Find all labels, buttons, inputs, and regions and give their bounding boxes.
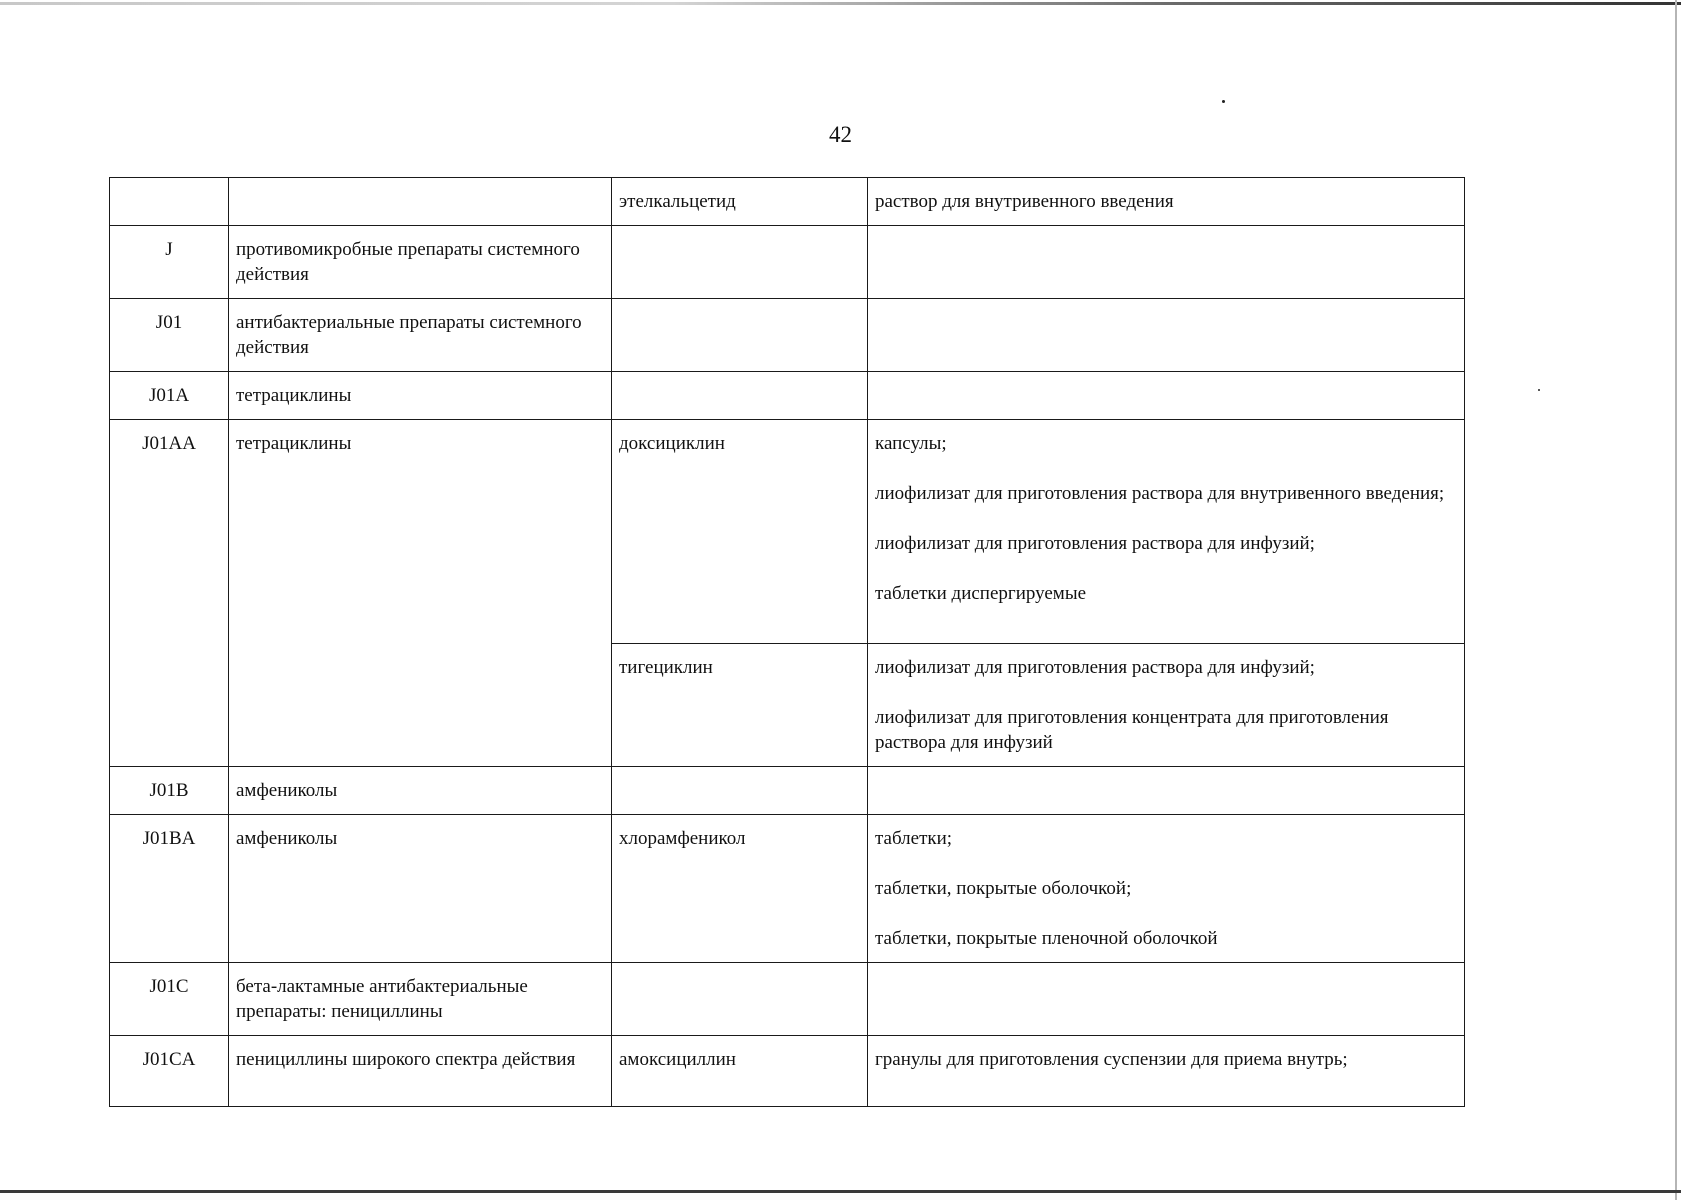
dosage-form: лиофилизат для приготовления раствора для инфузий; [875, 533, 1315, 554]
drug-cell [612, 963, 868, 1036]
dosage-form: лиофилизат для приготовления концентрата для приготовления раствора для инфузий [875, 707, 1389, 753]
atc-code-cell: J [110, 226, 229, 299]
drug-cell [612, 226, 868, 299]
page-number: 42 [829, 122, 852, 147]
table-row [110, 226, 1465, 299]
table-row [110, 767, 1465, 815]
drug-cell: этелкальцетид [612, 178, 868, 226]
scan-right-edge [1675, 0, 1677, 1200]
drug-cell: амоксициллин [612, 1036, 868, 1107]
dosage-forms-cell [868, 372, 1465, 420]
atc-code-cell: J01C [110, 963, 229, 1036]
atc-code-cell: J01AA [110, 420, 229, 767]
group-cell: амфениколы [229, 767, 612, 815]
dosage-form: таблетки; [875, 828, 953, 849]
scan-top-edge [0, 2, 1681, 5]
group-cell: амфениколы [229, 815, 612, 963]
group-cell: тетрациклины [229, 372, 612, 420]
dosage-form: таблетки, покрытые пленочной оболочкой [875, 928, 1218, 949]
dosage-forms-cell [868, 226, 1465, 299]
dosage-forms-cell [868, 644, 1465, 767]
dosage-form: таблетки диспергируемые [875, 583, 1087, 604]
group-cell [229, 178, 612, 226]
atc-code-cell: J01CA [110, 1036, 229, 1107]
drug-cell: хлорамфеникол [612, 815, 868, 963]
table-row [110, 372, 1465, 420]
table-row [110, 1036, 1465, 1107]
dosage-forms-cell [868, 767, 1465, 815]
dosage-form: капсулы; [875, 433, 947, 454]
dosage-form: лиофилизат для приготовления раствора для внутривенного введения; [875, 483, 1445, 504]
scan-speck [1538, 389, 1540, 391]
drug-cell: доксициклин [612, 420, 868, 644]
dosage-form: лиофилизат для приготовления раствора для инфузий; [875, 657, 1315, 678]
group-cell: противомикробные препараты системного действия [229, 226, 612, 299]
drug-cell: тигециклин [612, 644, 868, 767]
group-cell: тетрациклины [229, 420, 612, 767]
dosage-forms-cell [868, 299, 1465, 372]
dosage-form: раствор для внутривенного введения [875, 191, 1174, 212]
table-row [110, 963, 1465, 1036]
atc-code-cell: J01B [110, 767, 229, 815]
atc-code-cell: J01BA [110, 815, 229, 963]
table-row [110, 299, 1465, 372]
drug-cell [612, 372, 868, 420]
scan-speck [1222, 100, 1225, 103]
atc-code-cell: J01A [110, 372, 229, 420]
atc-code-cell: J01 [110, 299, 229, 372]
group-cell: антибактериальные препараты системного действия [229, 299, 612, 372]
group-cell: бета-лактамные антибактериальные препараты: пенициллины [229, 963, 612, 1036]
dosage-form: гранулы для приготовления суспензии для приема внутрь; [875, 1049, 1348, 1070]
dosage-form: таблетки, покрытые оболочкой; [875, 878, 1132, 899]
dosage-forms-cell [868, 1036, 1465, 1107]
table-row [110, 815, 1465, 963]
table-row [110, 178, 1465, 226]
scan-bottom-edge [0, 1190, 1681, 1193]
drug-cell [612, 299, 868, 372]
atc-code-cell [110, 178, 229, 226]
drug-table [109, 177, 1465, 1107]
drug-cell [612, 767, 868, 815]
dosage-forms-cell [868, 420, 1465, 644]
dosage-forms-cell [868, 963, 1465, 1036]
dosage-forms-cell [868, 815, 1465, 963]
group-cell: пенициллины широкого спектра действия [229, 1036, 612, 1107]
table-row [110, 420, 1465, 644]
dosage-forms-cell [868, 178, 1465, 226]
